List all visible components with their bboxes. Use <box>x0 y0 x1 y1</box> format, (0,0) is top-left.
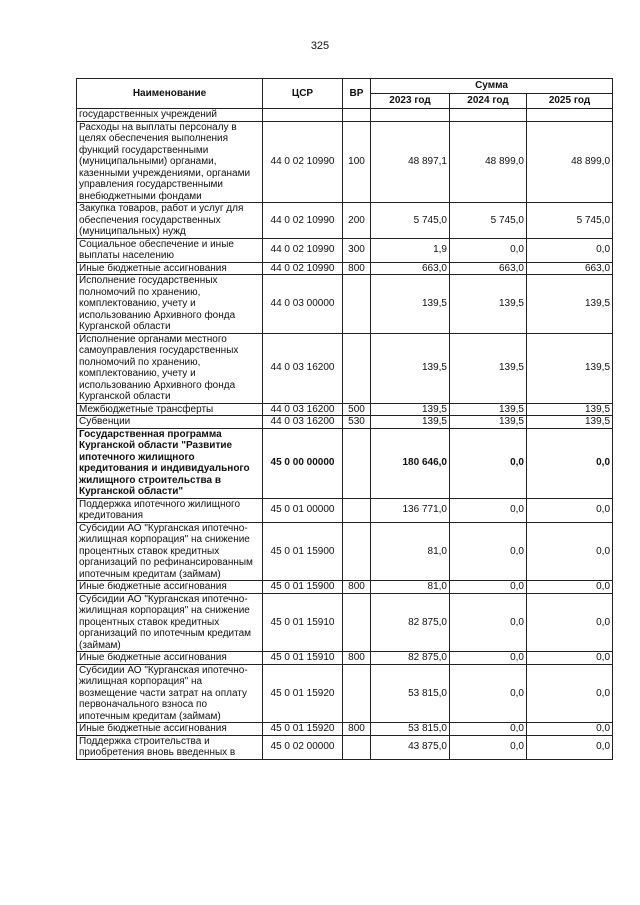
cell-2024: 5 745,0 <box>450 203 527 239</box>
cell-2024 <box>450 109 527 122</box>
cell-2025: 0,0 <box>527 593 613 652</box>
cell-csr: 45 0 01 00000 <box>263 498 343 522</box>
cell-2024: 0,0 <box>450 498 527 522</box>
table-row <box>77 333 613 403</box>
cell-2023: 48 897,1 <box>371 121 450 203</box>
table-body <box>77 109 613 760</box>
cell-2023: 5 745,0 <box>371 203 450 239</box>
cell-vr <box>343 109 371 122</box>
cell-vr <box>343 333 371 403</box>
cell-2024: 139,5 <box>450 333 527 403</box>
cell-name: Государственная программа Курганской области "Развитие ипотечного жилищного кредитования и индивидуального жилищного строительства в Курганской области" <box>77 428 263 498</box>
table-row <box>77 723 613 736</box>
table-row <box>77 664 613 723</box>
cell-2023 <box>371 109 450 122</box>
cell-2023: 139,5 <box>371 416 450 429</box>
cell-2025: 0,0 <box>527 428 613 498</box>
cell-name: Субсидии АО "Курганская ипотечно-жилищная корпорация" на снижение процентных ставок кредитных организаций по ипотечным кредитам (займам) <box>77 593 263 652</box>
cell-vr <box>343 498 371 522</box>
cell-2025: 0,0 <box>527 522 613 581</box>
cell-2023: 136 771,0 <box>371 498 450 522</box>
table-row <box>77 121 613 203</box>
cell-name: Иные бюджетные ассигнования <box>77 723 263 736</box>
cell-2024: 48 899,0 <box>450 121 527 203</box>
cell-csr: 44 0 02 10990 <box>263 238 343 262</box>
cell-2024: 0,0 <box>450 238 527 262</box>
cell-2025 <box>527 109 613 122</box>
header-vr: ВР <box>343 79 371 109</box>
cell-2024: 0,0 <box>450 428 527 498</box>
page-number: 325 <box>310 40 330 52</box>
cell-2023: 82 875,0 <box>371 593 450 652</box>
cell-csr: 44 0 02 10990 <box>263 203 343 239</box>
cell-name: Иные бюджетные ассигнования <box>77 652 263 665</box>
table-row <box>77 203 613 239</box>
cell-vr: 800 <box>343 581 371 594</box>
cell-csr: 45 0 01 15900 <box>263 522 343 581</box>
cell-vr: 530 <box>343 416 371 429</box>
cell-2023: 53 815,0 <box>371 664 450 723</box>
cell-name: Иные бюджетные ассигнования <box>77 262 263 275</box>
table-row <box>77 403 613 416</box>
cell-name: Иные бюджетные ассигнования <box>77 581 263 594</box>
cell-2025: 0,0 <box>527 735 613 759</box>
cell-name: Поддержка ипотечного жилищного кредитования <box>77 498 263 522</box>
cell-name: Субсидии АО "Курганская ипотечно-жилищная корпорация" на снижение процентных ставок кредитных организаций по рефинансированным ипотечным кредитам (займам) <box>77 522 263 581</box>
cell-2024: 139,5 <box>450 416 527 429</box>
cell-2024: 0,0 <box>450 581 527 594</box>
cell-2025: 139,5 <box>527 416 613 429</box>
table-row <box>77 581 613 594</box>
cell-name: Закупка товаров, работ и услуг для обеспечения государственных (муниципальных) нужд <box>77 203 263 239</box>
cell-2023: 663,0 <box>371 262 450 275</box>
cell-csr: 44 0 03 16200 <box>263 403 343 416</box>
cell-csr: 45 0 01 15900 <box>263 581 343 594</box>
cell-2023: 139,5 <box>371 403 450 416</box>
table-row <box>77 522 613 581</box>
cell-name: Субвенции <box>77 416 263 429</box>
cell-vr: 300 <box>343 238 371 262</box>
cell-2025: 139,5 <box>527 275 613 334</box>
cell-2023: 82 875,0 <box>371 652 450 665</box>
cell-csr: 44 0 03 16200 <box>263 333 343 403</box>
cell-vr <box>343 593 371 652</box>
cell-csr: 44 0 03 00000 <box>263 275 343 334</box>
cell-2024: 0,0 <box>450 723 527 736</box>
cell-vr: 800 <box>343 262 371 275</box>
cell-2025: 5 745,0 <box>527 203 613 239</box>
cell-name: Исполнение государственных полномочий по хранению, комплектованию, учету и использованию Архивного фонда Курганской области <box>77 275 263 334</box>
table-row <box>77 735 613 759</box>
cell-name: Исполнение органами местного самоуправления государственных полномочий по хранению, комплектованию, учету и использованию Архивного фонда Курганской области <box>77 333 263 403</box>
table-row <box>77 428 613 498</box>
cell-vr: 800 <box>343 723 371 736</box>
cell-csr: 45 0 01 15910 <box>263 652 343 665</box>
cell-csr <box>263 109 343 122</box>
cell-csr: 44 0 03 16200 <box>263 416 343 429</box>
cell-2025: 0,0 <box>527 664 613 723</box>
cell-name: Социальное обеспечение и иные выплаты населению <box>77 238 263 262</box>
cell-2024: 139,5 <box>450 403 527 416</box>
cell-2024: 0,0 <box>450 522 527 581</box>
cell-2024: 0,0 <box>450 664 527 723</box>
cell-name: государственных учреждений <box>77 109 263 122</box>
cell-2025: 0,0 <box>527 652 613 665</box>
table-row <box>77 238 613 262</box>
cell-csr: 45 0 02 00000 <box>263 735 343 759</box>
cell-2025: 139,5 <box>527 403 613 416</box>
header-year-2024: 2024 год <box>450 94 527 109</box>
cell-csr: 45 0 01 15920 <box>263 723 343 736</box>
table-row <box>77 262 613 275</box>
cell-vr: 800 <box>343 652 371 665</box>
header-year-2025: 2025 год <box>527 94 613 109</box>
cell-2025: 0,0 <box>527 498 613 522</box>
header-sum: Сумма <box>371 79 613 94</box>
cell-2024: 0,0 <box>450 735 527 759</box>
cell-csr: 45 0 00 00000 <box>263 428 343 498</box>
cell-2023: 139,5 <box>371 333 450 403</box>
cell-csr: 44 0 02 10990 <box>263 262 343 275</box>
cell-2023: 43 875,0 <box>371 735 450 759</box>
cell-2025: 48 899,0 <box>527 121 613 203</box>
cell-2023: 180 646,0 <box>371 428 450 498</box>
cell-name: Расходы на выплаты персоналу в целях обеспечения выполнения функций государственными (муниципальными) органами, казенными учреждениями, органами управления государственными внебюджетными фондами <box>77 121 263 203</box>
cell-vr <box>343 428 371 498</box>
cell-name: Поддержка строительства и приобретения вновь введенных в <box>77 735 263 759</box>
table-row <box>77 652 613 665</box>
cell-vr: 100 <box>343 121 371 203</box>
cell-2024: 663,0 <box>450 262 527 275</box>
cell-2023: 1,9 <box>371 238 450 262</box>
cell-2023: 139,5 <box>371 275 450 334</box>
cell-name: Межбюджетные трансферты <box>77 403 263 416</box>
cell-2024: 0,0 <box>450 652 527 665</box>
cell-vr <box>343 664 371 723</box>
cell-vr <box>343 522 371 581</box>
cell-name: Субсидии АО "Курганская ипотечно-жилищная корпорация" на возмещение части затрат на оплату первоначального взноса по ипотечным кредитам (займам) <box>77 664 263 723</box>
header-name: Наименование <box>77 79 263 109</box>
table-row <box>77 593 613 652</box>
cell-2025: 0,0 <box>527 723 613 736</box>
table-row <box>77 498 613 522</box>
cell-2024: 139,5 <box>450 275 527 334</box>
cell-vr <box>343 275 371 334</box>
cell-2025: 0,0 <box>527 581 613 594</box>
budget-table <box>76 78 613 760</box>
cell-2023: 81,0 <box>371 581 450 594</box>
cell-2025: 0,0 <box>527 238 613 262</box>
header-csr: ЦСР <box>263 79 343 109</box>
table-row <box>77 109 613 122</box>
header-year-2023: 2023 год <box>371 94 450 109</box>
table-row <box>77 275 613 334</box>
cell-2025: 663,0 <box>527 262 613 275</box>
cell-2025: 139,5 <box>527 333 613 403</box>
cell-csr: 44 0 02 10990 <box>263 121 343 203</box>
cell-vr: 200 <box>343 203 371 239</box>
cell-2023: 53 815,0 <box>371 723 450 736</box>
cell-vr <box>343 735 371 759</box>
cell-csr: 45 0 01 15920 <box>263 664 343 723</box>
table-row <box>77 416 613 429</box>
cell-2024: 0,0 <box>450 593 527 652</box>
cell-vr: 500 <box>343 403 371 416</box>
cell-csr: 45 0 01 15910 <box>263 593 343 652</box>
cell-2023: 81,0 <box>371 522 450 581</box>
